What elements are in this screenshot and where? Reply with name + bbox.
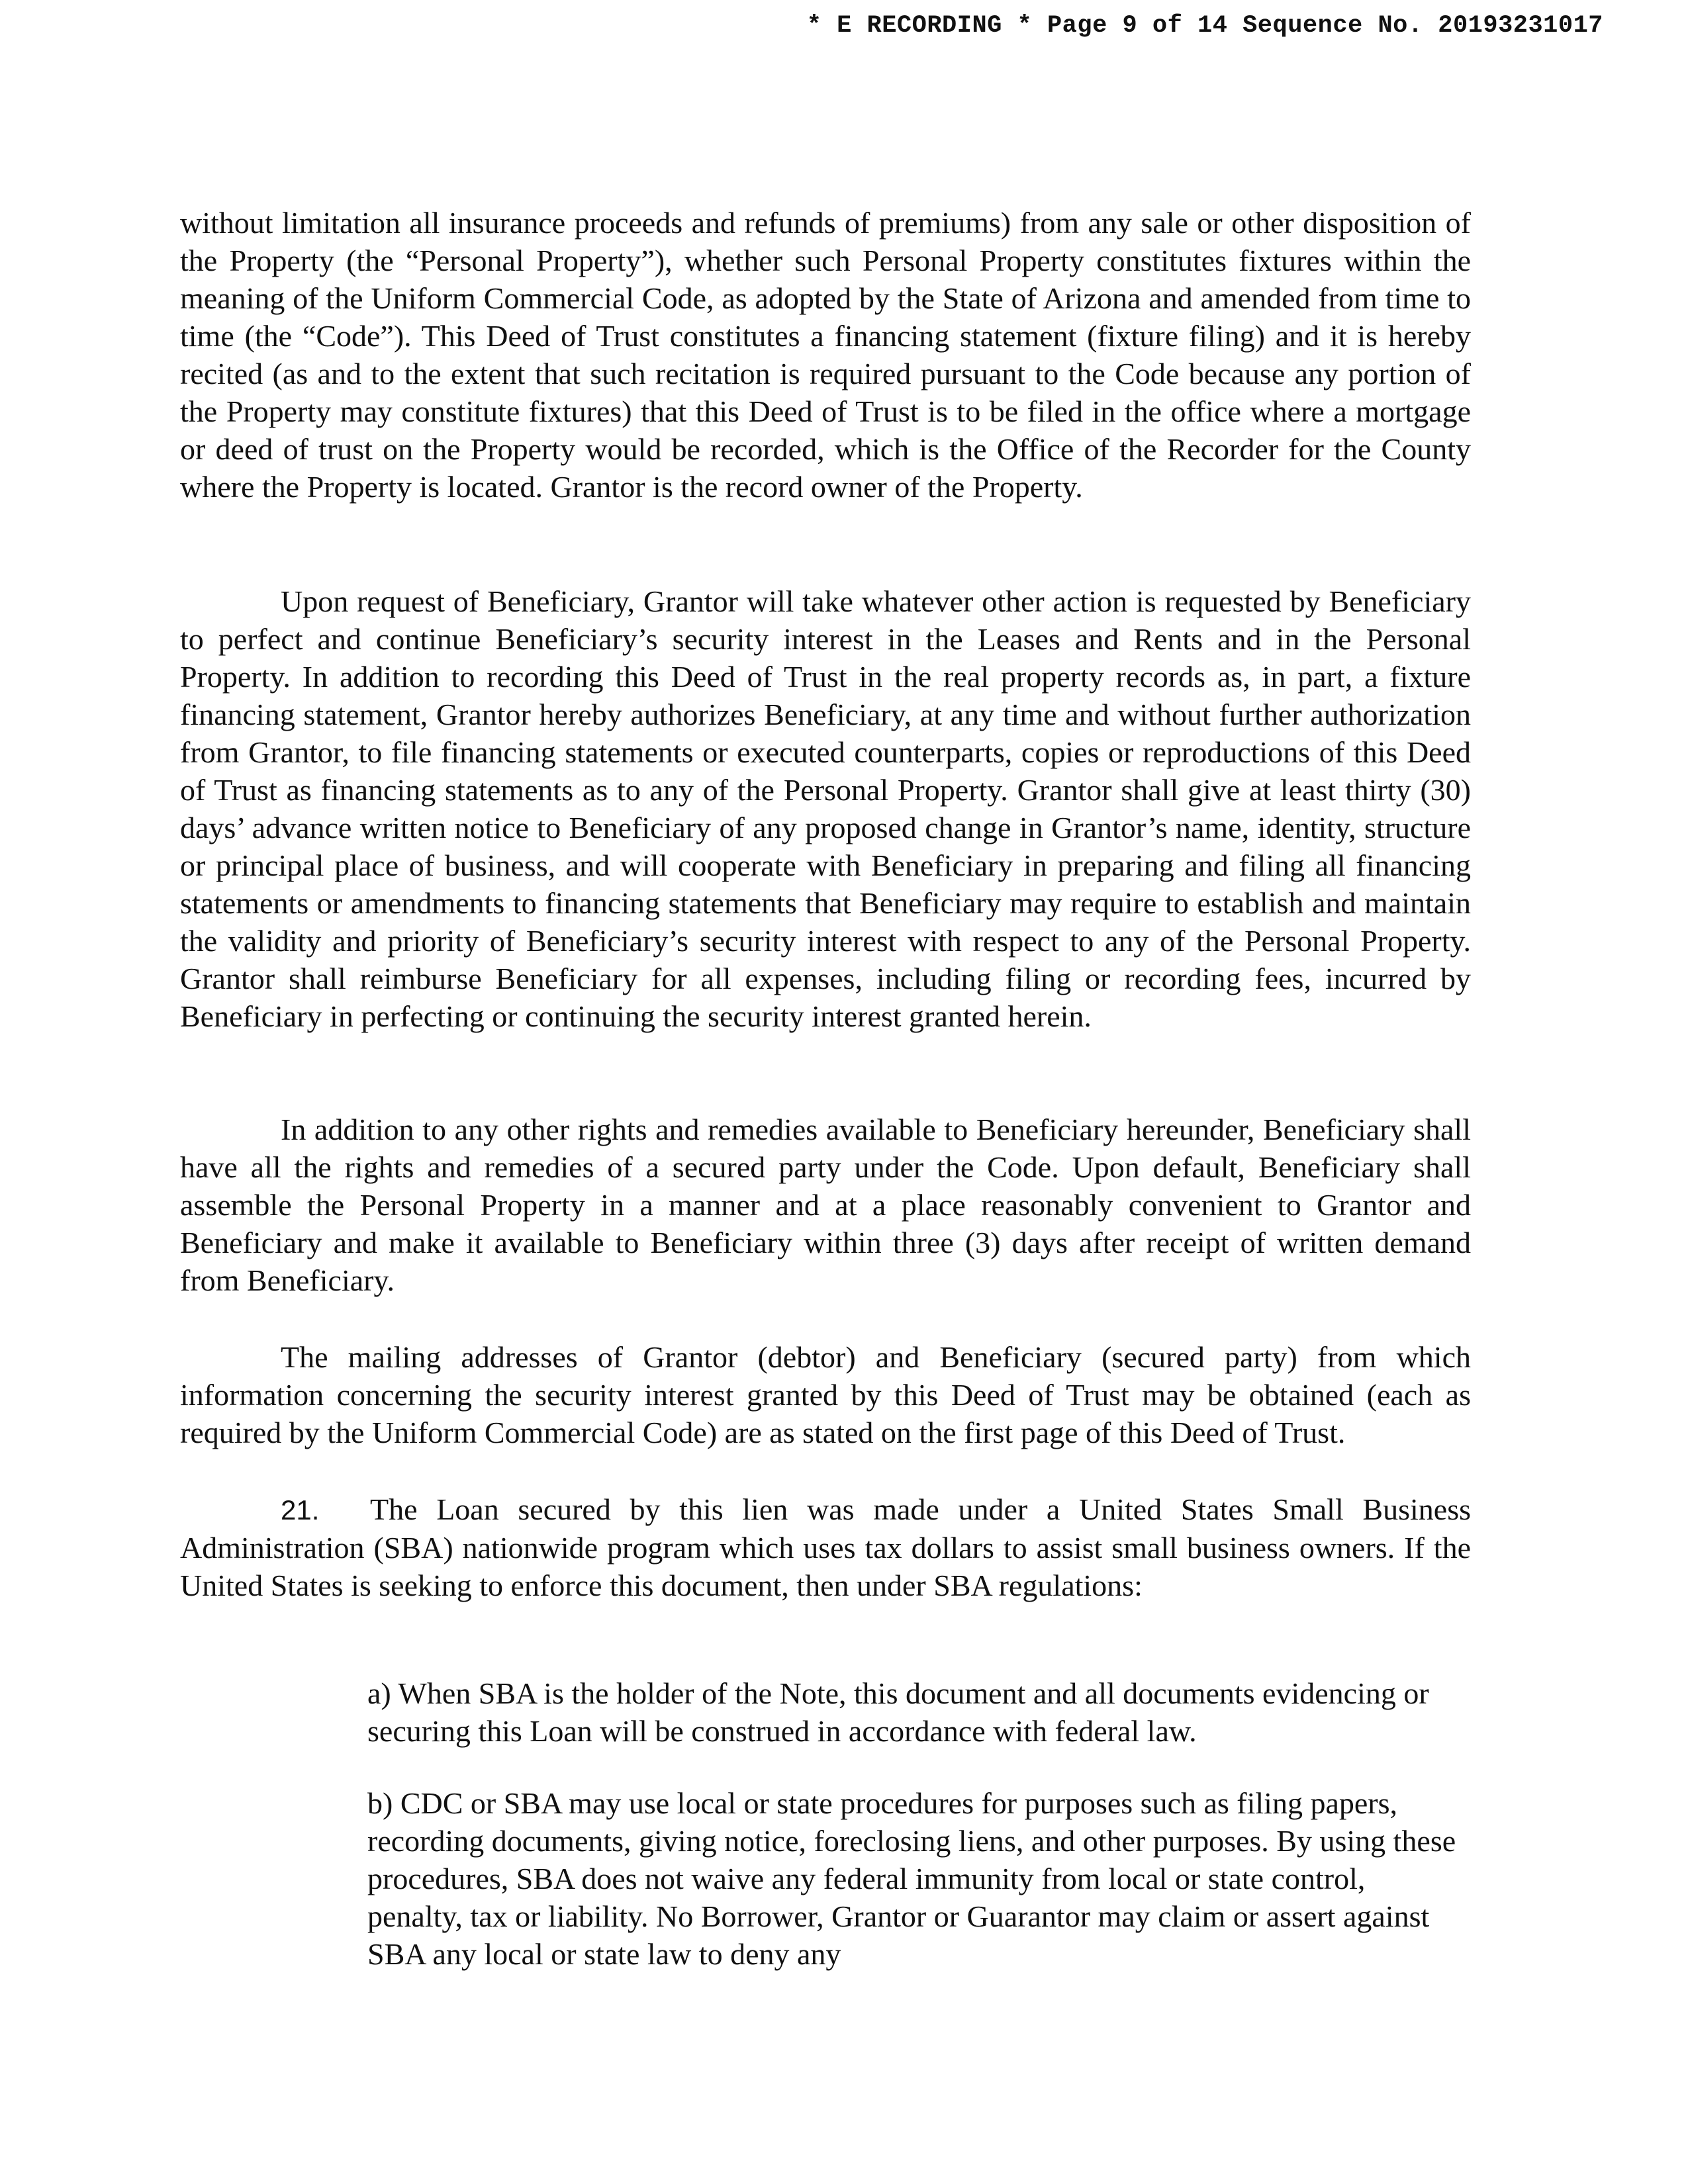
sub-item-a (367, 1674, 1460, 1750)
paragraph-text: without limitation all insurance proceeds and refunds of premiums) from any sale or other disposition of the Property (the “Personal Property”), whether such Personal Property constitutes fixtures within the meaning of the Uniform Commercial Code, as adopted by the State of Arizona and amended from time to time (the “Code”). This Deed of Trust constitutes a financing statement (fixture filing) and it is hereby recited (as and to the extent that such recitation is required pursuant to the Code because any portion of the Property may constitute fixtures) that this Deed of Trust is to be filed in the office where a mortgage or deed of trust on the Property would be recorded, which is the Office of the Recorder for the County where the Property is located. Grantor is the record owner of the Property. (180, 206, 1471, 504)
recording-header-stamp: * E RECORDING * Page 9 of 14 Sequence No. 20193231017 (806, 12, 1603, 40)
paragraph-perfection-of-security-interest (180, 582, 1471, 1035)
paragraph-text: Upon request of Beneficiary, Grantor will take whatever other action is requested by Beneficiary to perfect and continue Beneficiary’s security interest in the Leases and Rents and in the Personal Property. In addition to recording this Deed of Trust in the real property records as, in part, a fixture financing statement, Grantor hereby authorizes Beneficiary, at any time and without further authorization from Grantor, to file financing statements or executed counterparts, copies or reproductions of this Deed of Trust as financing statements as to any of the Personal Property. Grantor shall give at least thirty (30) days’ advance written notice to Beneficiary of any proposed change in Grantor’s name, identity, structure or principal place of business, and will cooperate with Beneficiary in preparing and filing all financing statements or amendments to financing statements that Beneficiary may require to establish and maintain the validity and priority of Beneficiary’s security interest with respect to any of the Personal Property. Grantor shall reimburse Beneficiary for all expenses, including filing or recording fees, incurred by Beneficiary in perfecting or continuing the security interest granted herein. (180, 584, 1471, 1033)
paragraph-21-sba-loan (180, 1490, 1471, 1604)
sub-item-text: b) CDC or SBA may use local or state procedures for purposes such as filing papers, recording documents, giving notice, foreclosing liens, and other purposes. By using these procedures, SBA does not waive any federal immunity from local or state control, penalty, tax or liability. No Borrower, Grantor or Guarantor may claim or assert against SBA any local or state law to deny any (367, 1786, 1456, 1971)
paragraph-number: 21. (281, 1494, 320, 1525)
sub-item-text: a) When SBA is the holder of the Note, this document and all documents evidencing or securing this Loan will be construed in accordance with federal law. (367, 1676, 1429, 1748)
paragraph-mailing-addresses (180, 1338, 1471, 1451)
paragraph-text: In addition to any other rights and remedies available to Beneficiary hereunder, Beneficiary shall have all the rights and remedies of a secured party under the Code. Upon default, Beneficiary shall assemble the Personal Property in a manner and at a place reasonably convenient to Grantor and Beneficiary and make it available to Beneficiary within three (3) days after receipt of written demand from Beneficiary. (180, 1113, 1471, 1297)
paragraph-text: The mailing addresses of Grantor (debtor) and Beneficiary (secured party) from which information concerning the security interest granted by this Deed of Trust may be obtained (each as required by the Uniform Commercial Code) are as stated on the first page of this Deed of Trust. (180, 1340, 1471, 1449)
paragraph-personal-property (180, 204, 1471, 506)
paragraph-text: The Loan secured by this lien was made under a United States Small Business Administration (SBA) nationwide program which uses tax dollars to assist small business owners. If the United States is seeking to enforce this document, then under SBA regulations: (180, 1492, 1471, 1602)
paragraph-21 (180, 1490, 1471, 1604)
paragraph-rights-and-remedies (180, 1111, 1471, 1299)
sub-item-b (367, 1784, 1460, 1973)
